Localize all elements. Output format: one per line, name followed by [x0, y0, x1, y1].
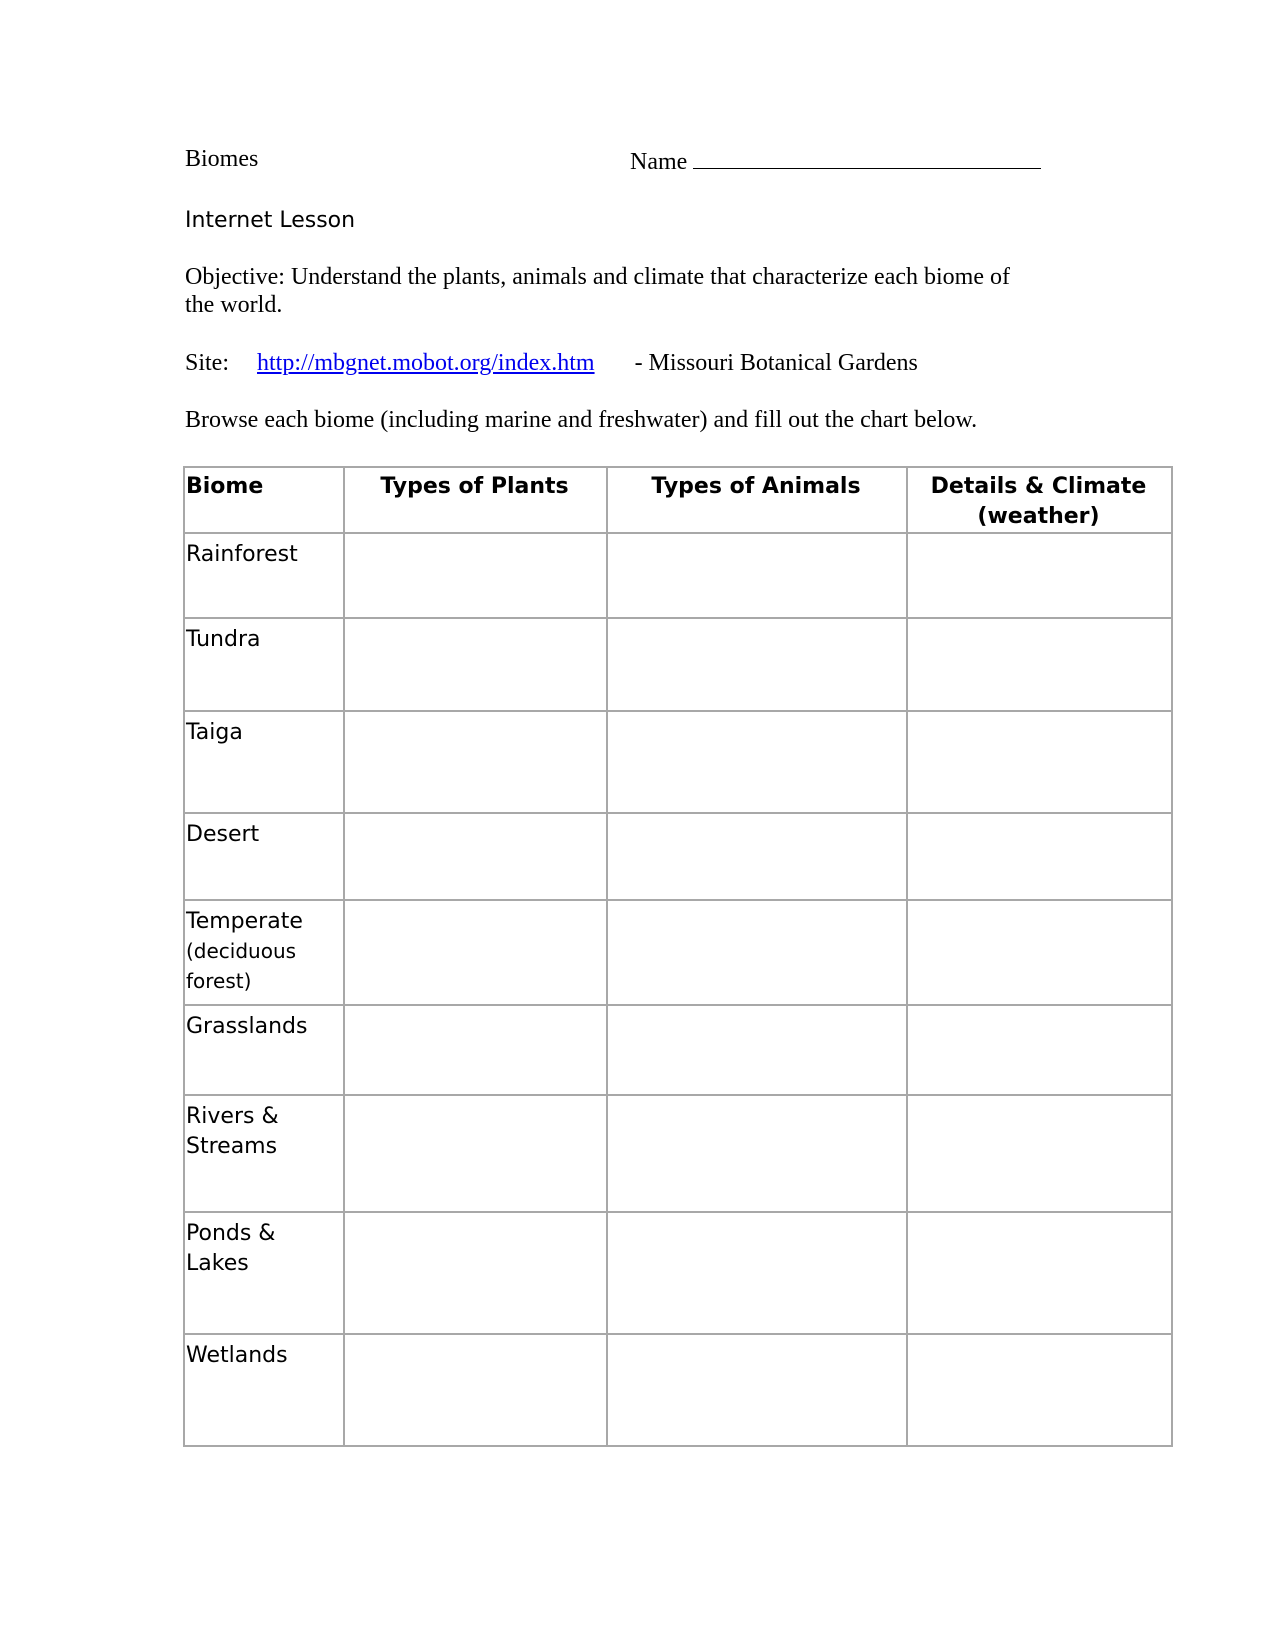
header-climate-line2: (weather) [977, 504, 1100, 529]
cell-plants[interactable] [344, 1334, 607, 1446]
table-row [184, 533, 1172, 618]
cell-climate[interactable] [907, 711, 1172, 813]
cell-plants[interactable] [344, 1212, 607, 1334]
cell-plants[interactable] [344, 533, 607, 618]
header-plants: Types of Plants [344, 467, 607, 533]
row-label-tundra: Tundra [184, 618, 344, 711]
cell-climate[interactable] [907, 1334, 1172, 1446]
row-label-temperate-sub2: forest) [186, 969, 252, 993]
worksheet-title: Biomes [185, 146, 259, 172]
row-label-rivers-streams [184, 1095, 344, 1212]
cell-animals[interactable] [607, 618, 907, 711]
cell-animals[interactable] [607, 533, 907, 618]
name-blank-line[interactable] [693, 146, 1041, 169]
cell-animals[interactable] [607, 711, 907, 813]
table-row [184, 1334, 1172, 1446]
biome-chart [183, 466, 1173, 1447]
cell-climate[interactable] [907, 813, 1172, 900]
cell-plants[interactable] [344, 618, 607, 711]
cell-animals[interactable] [607, 1212, 907, 1334]
cell-climate[interactable] [907, 618, 1172, 711]
site-line [185, 350, 918, 377]
row-label-temperate-sub1: (deciduous [186, 939, 297, 963]
cell-plants[interactable] [344, 711, 607, 813]
header-climate [907, 467, 1172, 533]
header-biome: Biome [184, 467, 344, 533]
row-label-streams: Streams [186, 1134, 278, 1159]
cell-animals[interactable] [607, 900, 907, 1005]
table-row [184, 900, 1172, 1005]
cell-animals[interactable] [607, 1095, 907, 1212]
objective-line-2: the world. [185, 292, 283, 318]
row-label-ponds-lakes: Ponds & Lakes [184, 1212, 344, 1334]
cell-plants[interactable] [344, 1005, 607, 1095]
row-label-grasslands: Grasslands [184, 1005, 344, 1095]
row-label-taiga: Taiga [184, 711, 344, 813]
cell-plants[interactable] [344, 813, 607, 900]
name-label: Name [630, 149, 688, 175]
cell-plants[interactable] [344, 1095, 607, 1212]
cell-climate[interactable] [907, 1212, 1172, 1334]
row-label-rivers: Rivers & [186, 1104, 279, 1129]
table-row [184, 711, 1172, 813]
cell-climate[interactable] [907, 900, 1172, 1005]
table-row [184, 813, 1172, 900]
row-label-wetlands: Wetlands [184, 1334, 344, 1446]
cell-plants[interactable] [344, 900, 607, 1005]
cell-climate[interactable] [907, 1095, 1172, 1212]
row-label-rainforest: Rainforest [184, 533, 344, 618]
table-row [184, 618, 1172, 711]
site-label: Site: [185, 350, 230, 376]
header-climate-line1: Details & Climate [930, 474, 1147, 499]
instructions: Browse each biome (including marine and freshwater) and fill out the chart below. [185, 407, 978, 433]
cell-climate[interactable] [907, 1005, 1172, 1095]
cell-animals[interactable] [607, 1005, 907, 1095]
cell-animals[interactable] [607, 1334, 907, 1446]
row-label-desert: Desert [184, 813, 344, 900]
header-row [184, 467, 1172, 533]
lesson-subtitle: Internet Lesson [185, 208, 356, 233]
table-row [184, 1005, 1172, 1095]
row-label-temperate-main: Temperate [186, 909, 303, 934]
header-animals: Types of Animals [607, 467, 907, 533]
row-label-temperate [184, 900, 344, 1005]
table-row [184, 1095, 1172, 1212]
objective-line-1: Objective: Understand the plants, animals and climate that characterize each biome of [185, 264, 1010, 290]
table-row [184, 1212, 1172, 1334]
name-field[interactable] [630, 146, 1041, 176]
site-link[interactable]: http://mbgnet.mobot.org/index.htm [257, 350, 595, 376]
site-source: - Missouri Botanical Gardens [634, 350, 918, 376]
cell-climate[interactable] [907, 533, 1172, 618]
cell-animals[interactable] [607, 813, 907, 900]
